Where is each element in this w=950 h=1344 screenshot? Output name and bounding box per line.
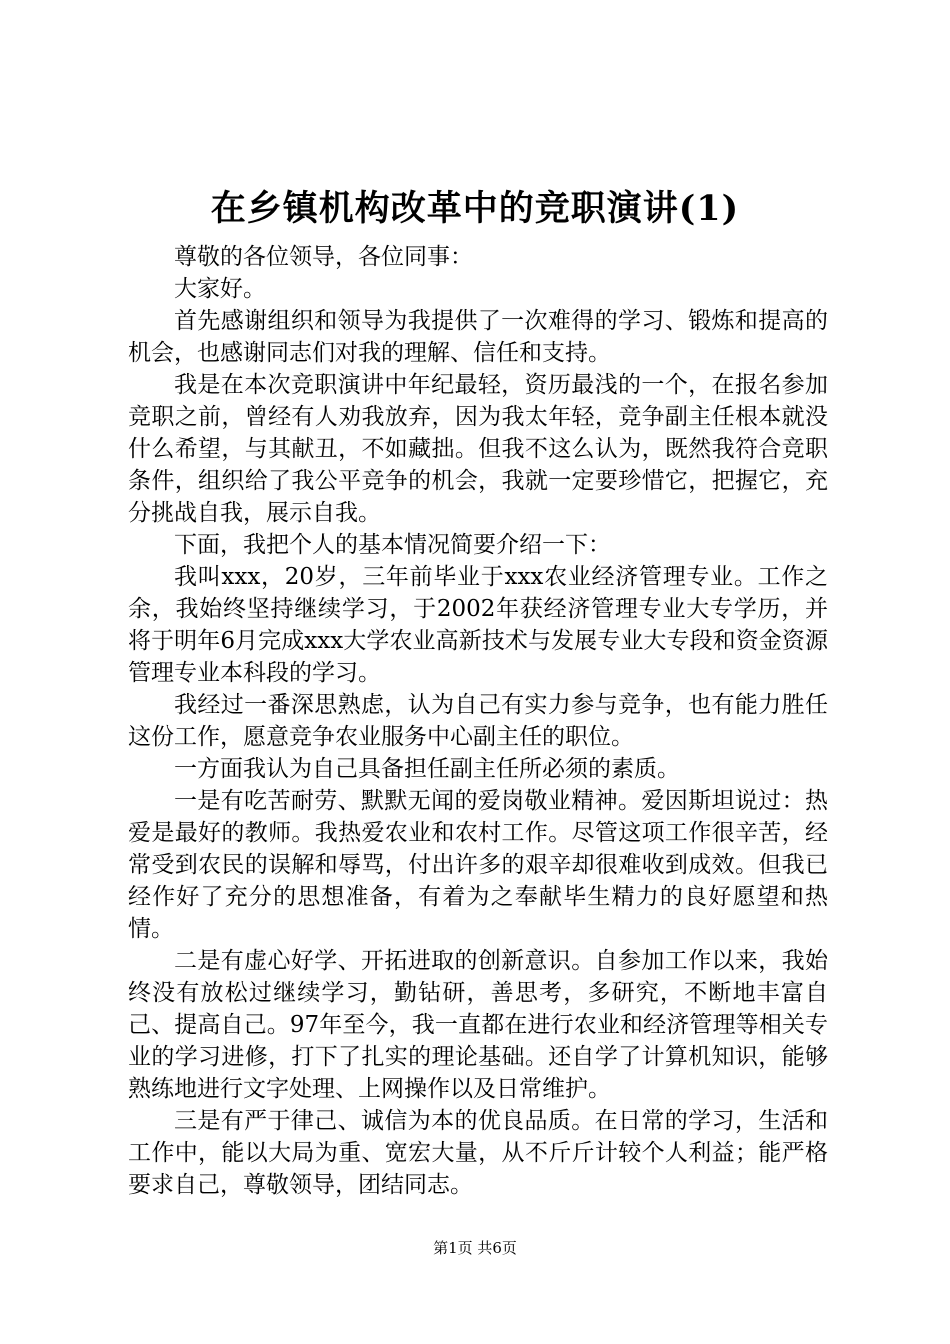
paragraph: 我叫xxx，20岁，三年前毕业于xxx农业经济管理专业。工作之余，我始终坚持继续学习，于2002年获经济管理专业大专学历，并将于明年6月完成xxx大学农业高新技术与发展专业大专段和资金资源管理专业本科段的学习。 (128, 564, 828, 686)
document-body (128, 241, 828, 1201)
paragraph: 我是在本次竞职演讲中年纪最轻，资历最浅的一个，在报名参加竞职之前，曾经有人劝我放弃，因为我太年轻，竞争副主任根本就没什么希望，与其献丑，不如藏拙。但我不这么认为，既然我符合竞职条件，组织给了我公平竞争的机会，我就一定要珍惜它，把握它，充分挑战自我，展示自我。 (128, 372, 828, 526)
paragraph: 首先感谢组织和领导为我提供了一次难得的学习、锻炼和提高的机会，也感谢同志们对我的理解、信任和支持。 (128, 308, 828, 366)
paragraph: 二是有虚心好学、开拓进取的创新意识。自参加工作以来，我始终没有放松过继续学习，勤钻研，善思考，多研究，不断地丰富自己、提高自己。97年至今，我一直都在进行农业和经济管理等相关专业的学习进修，打下了扎实的理论基础。还自学了计算机知识，能够熟练地进行文字处理、上网操作以及日常维护。 (128, 948, 828, 1102)
page-number-footer: 第1页 共6页 (433, 1239, 517, 1257)
paragraph: 三是有严于律己、诚信为本的优良品质。在日常的学习，生活和工作中，能以大局为重、宽宏大量，从不斤斤计较个人利益；能严格要求自己，尊敬领导，团结同志。 (128, 1108, 828, 1198)
paragraph: 我经过一番深思熟虑，认为自己有实力参与竞争，也有能力胜任这份工作，愿意竞争农业服务中心副主任的职位。 (128, 692, 828, 750)
paragraph: 一是有吃苦耐劳、默默无闻的爱岗敬业精神。爱因斯坦说过：热爱是最好的教师。我热爱农业和农村工作。尽管这项工作很辛苦，经常受到农民的误解和辱骂，付出许多的艰辛却很难收到成效。但我已经作好了充分的思想准备，有着为之奉献毕生精力的良好愿望和热情。 (128, 788, 828, 942)
document-title: 在乡镇机构改革中的竞职演讲(1) (210, 188, 740, 229)
paragraph: 下面，我把个人的基本情况简要介绍一下： (174, 532, 611, 558)
paragraph: 一方面我认为自己具备担任副主任所必须的素质。 (174, 756, 680, 782)
paragraph: 尊敬的各位领导，各位同事： (174, 244, 473, 270)
paragraph: 大家好。 (174, 276, 266, 302)
